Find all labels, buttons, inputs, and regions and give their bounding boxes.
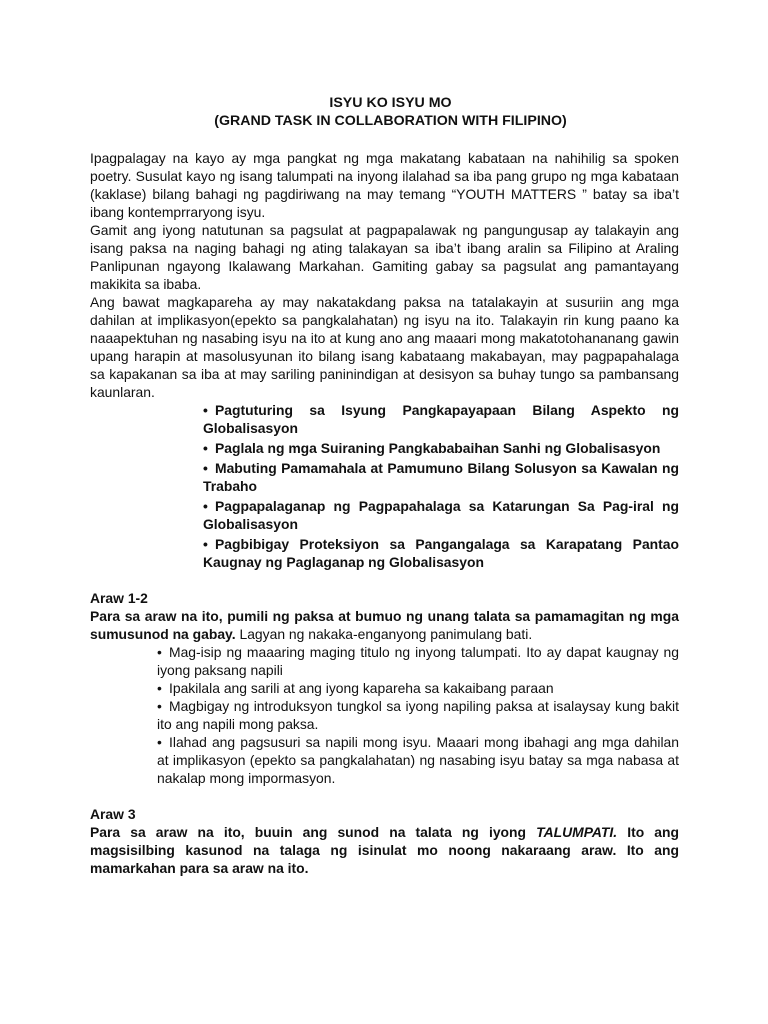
topic-item: • Pagbibigay Proteksiyon sa Pangangalaga sa Karapatang Pantao Kaugnay ng Paglaganap ng Globalisasyon <box>203 536 679 570</box>
intro-paragraph: Ipagpalagay na kayo ay mga pangkat ng mga makatang kabataan na nahihilig sa spoken poetry. Susulat kayo ng isang talumpati na inyong ilalahad sa iba pang grupo ng mga kabataan (kaklase) bilang bahagi ng pagdiriwang na may temang “YOUTH MATTERS ” batay sa iba’t ibang kontemprraryong isyu. <box>90 150 679 220</box>
topic-item: • Mabuting Pamamahala at Pamumuno Bilang Solusyon sa Kawalan ng Trabaho <box>203 460 679 494</box>
day12-guide-list <box>157 643 679 787</box>
topic-item: • Pagtuturing sa Isyung Pangkapayapaan Bilang Aspekto ng Globalisasyon <box>203 402 679 436</box>
topic-item: • Paglala ng mga Suiraning Pangkababaihan Sanhi ng Globalisasyon <box>203 440 661 456</box>
bullet-icon: • <box>203 536 208 552</box>
title-block <box>102 94 679 130</box>
bullet-icon: • <box>203 440 208 456</box>
day3-instruction: Para sa araw na ito, buuin ang sunod na talata ng iyong TALUMPATI. Ito ang magsisilbing kasunod na talaga ng isinulat mo noong nakaraang araw. Ito ang mamarkahan para sa araw na ito. <box>90 824 680 876</box>
guide-item: • Magbigay ng introduksyon tungkol sa iyong napiling paksa at isalaysay kung bakit ito ang napili mong paksa. <box>157 698 679 732</box>
guide-item: • Mag-isip ng maaaring maging titulo ng inyong talumpati. Ito ay dapat kaugnay ng iyong paksang napili <box>157 644 679 678</box>
task-paragraph: Ang bawat magkapareha ay may nakatakdang paksa na tatalakayin at susuriin ang mga dahilan at implikasyon(epekto sa pangkalahatan) ng isyu na ito. Talakayin rin kung paano ka naaapektuhan ng nasabing isyu na ito at kung ano ang maaari mong makatotohananang gawin upang harapin at masolusyunan ito bilang isang kabataang makabayan, may pagpapahalaga sa kapakanan sa iba at may sariling paninindigan at desisyon sa buhay tungo sa pambansang kaunlaran. <box>90 294 679 400</box>
bullet-icon: • <box>157 680 162 696</box>
day12-instruction: Para sa araw na ito, pumili ng paksa at bumuo ng unang talata sa pamamagitan ng mga sumusunod na gabay. Lagyan ng nakaka-enganyong panimulang bati. <box>90 608 679 642</box>
bullet-icon: • <box>203 460 208 476</box>
document-subtitle: (GRAND TASK IN COLLABORATION WITH FILIPINO) <box>214 113 567 129</box>
document-content <box>90 94 679 877</box>
bullet-icon: • <box>203 402 208 418</box>
guide-item: • Ilahad ang pagsusuri sa napili mong isyu. Maaari mong ibahagi ang mga dahilan at implikasyon (epekto sa pangkalahatan) ng nasabing isyu batay sa mga nabasa at nakalap mong impormasyon. <box>157 734 679 786</box>
day12-heading: Araw 1-2 <box>90 590 148 606</box>
topic-list <box>203 401 679 571</box>
topic-item: • Pagpapalaganap ng Pagpapahalaga sa Katarungan Sa Pag-iral ng Globalisasyon <box>203 498 679 532</box>
bullet-icon: • <box>157 644 162 660</box>
bullet-icon: • <box>157 698 162 714</box>
bullet-icon: • <box>157 734 162 750</box>
day3-heading: Araw 3 <box>90 806 136 822</box>
document-title: ISYU KO ISYU MO <box>329 95 452 111</box>
bullet-icon: • <box>203 498 208 514</box>
guide-item: • Ipakilala ang sarili at ang iyong kapareha sa kakaibang paraan <box>157 680 554 696</box>
instructions-paragraph: Gamit ang iyong natutunan sa pagsulat at pagpapalawak ng pangungusap ay talakayin ang isang paksa na naging bahagi ng ating talakayan sa iba’t ibang aralin sa Filipino at Araling Panlipunan ngayong Ikalawang Markahan. Gamiting gabay sa pagsulat ang pamantayang makikita sa ibaba. <box>90 222 679 292</box>
